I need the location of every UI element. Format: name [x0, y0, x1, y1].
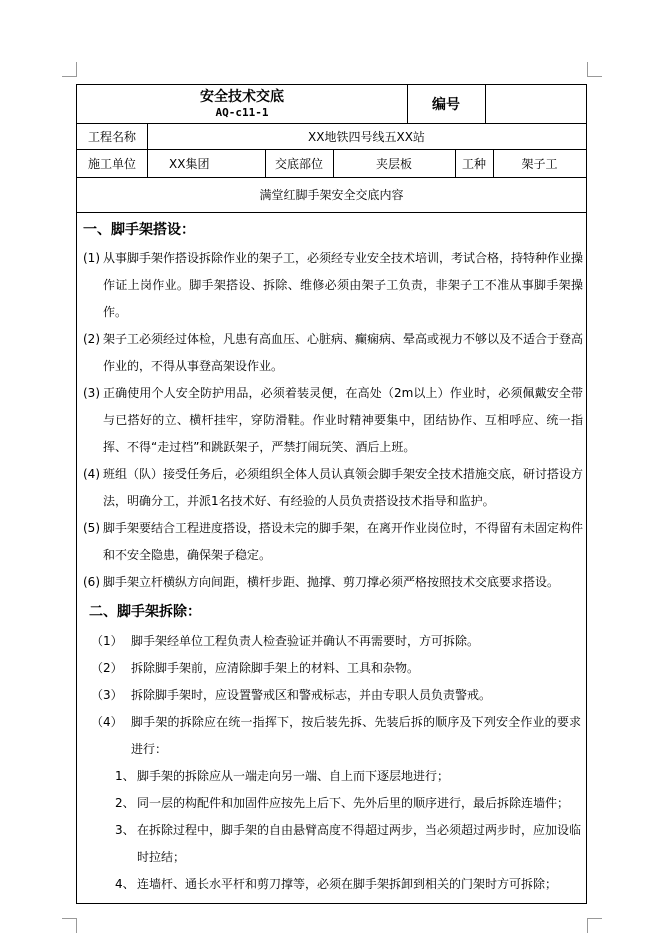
item-number: (4)	[83, 467, 100, 481]
unit-value[interactable]: XX集团	[169, 156, 210, 171]
form-title	[77, 85, 407, 123]
item-number: (1)	[83, 251, 100, 265]
rule-content-title	[77, 212, 586, 213]
list-item	[83, 461, 583, 515]
item-text: 正确使用个人安全防护用品，必须着装灵便，在高处（2m以上）作业时，必须佩戴安全带与已搭好的立、横杆挂牢，穿防滑鞋。作业时精神要集中，团结协作、互相呼应、统一指挥、不得“走过档”和跳跃架子，严禁打闹玩笑、酒后上班。	[103, 386, 583, 454]
item-text: 连墙杆、通长水平杆和剪刀撑等，必须在脚手架拆卸到相关的门架时方可拆除；	[137, 877, 558, 891]
form-code: AQ-c11-1	[215, 106, 269, 119]
list-item	[91, 709, 581, 763]
section-heading-setup: 一、脚手架搭设：	[83, 222, 195, 238]
item-text: 在拆除过程中，脚手架的自由悬臂高度不得超过两步，当必须超过两步时，应加设临时拉结；	[137, 823, 582, 864]
list-item	[83, 515, 583, 569]
list-item	[91, 628, 581, 655]
item-number: （4）	[91, 715, 123, 729]
item-number: 2、	[115, 796, 135, 810]
item-text: 从事脚手架作搭设拆除作业的架子工，必须经专业安全技术培训，考试合格，持特种作业操作证上岗作业。脚手架搭设、拆除、维修必须由架子工负责，非架子工不准从事脚手架操作。	[103, 251, 584, 319]
crop-mark-top-left	[62, 62, 77, 77]
project-value[interactable]: XX地铁四号线五XX站	[308, 129, 425, 144]
item-number: （3）	[91, 688, 123, 702]
item-number: 3、	[115, 823, 135, 837]
disclosure-form	[76, 84, 587, 904]
item-text: 脚手架的拆除应从一端走向另一端、自上而下逐层地进行；	[137, 769, 450, 783]
number-value[interactable]	[485, 85, 586, 123]
item-text: 脚手架的拆除应在统一指挥下，按后装先拆、先装后拆的顺序及下列安全作业的要求进行：	[131, 715, 581, 756]
crop-mark-top-right	[587, 62, 602, 77]
number-label: 编号	[432, 97, 460, 113]
list-item	[115, 790, 581, 817]
part-value[interactable]: 夹层板	[375, 156, 412, 171]
item-text: 拆除脚手架前，应清除脚手架上的材料、工具和杂物。	[131, 661, 420, 675]
trade-value[interactable]: 架子工	[521, 156, 558, 171]
unit-label: 施工单位	[87, 156, 136, 171]
item-text: 同一层的构配件和加固件应按先上后下、先外后里的顺序进行，最后拆除连墙件；	[137, 796, 570, 810]
list-item	[83, 569, 583, 596]
item-number: （1）	[91, 634, 123, 648]
form-title-text: 安全技术交底	[200, 89, 284, 105]
item-text: 脚手架立杆横纵方向间距，横杆步距、抛撑、剪刀撑必须严格按照技术交底要求搭设。	[103, 575, 560, 589]
list-item	[115, 817, 581, 871]
crop-mark-bottom-right	[587, 918, 602, 933]
part-label: 交底部位	[274, 156, 323, 171]
content-title: 满堂红脚手架安全交底内容	[259, 188, 404, 202]
item-number: (2)	[83, 332, 100, 346]
list-item	[91, 655, 581, 682]
project-label: 工程名称	[87, 129, 136, 144]
crop-mark-bottom-left	[62, 918, 77, 933]
item-number: (6)	[83, 575, 100, 589]
item-text: 拆除脚手架时，应设置警戒区和警戒标志，并由专职人员负责警戒。	[131, 688, 492, 702]
item-number: 1、	[115, 769, 135, 783]
item-number: 4、	[115, 877, 135, 891]
item-text: 班组（队）接受任务后，必须组织全体人员认真领会脚手架安全技术措施交底，研讨搭设方法，明确分工，并派1名技术好、有经验的人员负责搭设技术指导和监护。	[103, 467, 584, 508]
trade-label: 工种	[461, 156, 486, 171]
list-item	[115, 871, 581, 898]
item-number: (5)	[83, 521, 100, 535]
item-text: 架子工必须经过体检，凡患有高血压、心脏病、癫痫病、晕高或视力不够以及不适合于登高作业的，不得从事登高架设作业。	[103, 332, 584, 373]
item-text: 脚手架要结合工程进度搭设，搭设未完的脚手架，在离开作业岗位时，不得留有未固定构件和不安全隐患，确保架子稳定。	[103, 521, 584, 562]
item-number: (3)	[83, 386, 100, 400]
item-number: （2）	[91, 661, 123, 675]
item-text: 脚手架经单位工程负责人检查验证并确认不再需要时，方可拆除。	[131, 634, 480, 648]
list-item	[83, 380, 583, 461]
list-item	[83, 245, 583, 326]
list-item	[91, 682, 581, 709]
section-heading-removal: 二、脚手架拆除：	[89, 604, 201, 620]
list-item	[83, 326, 583, 380]
list-item	[115, 763, 581, 790]
